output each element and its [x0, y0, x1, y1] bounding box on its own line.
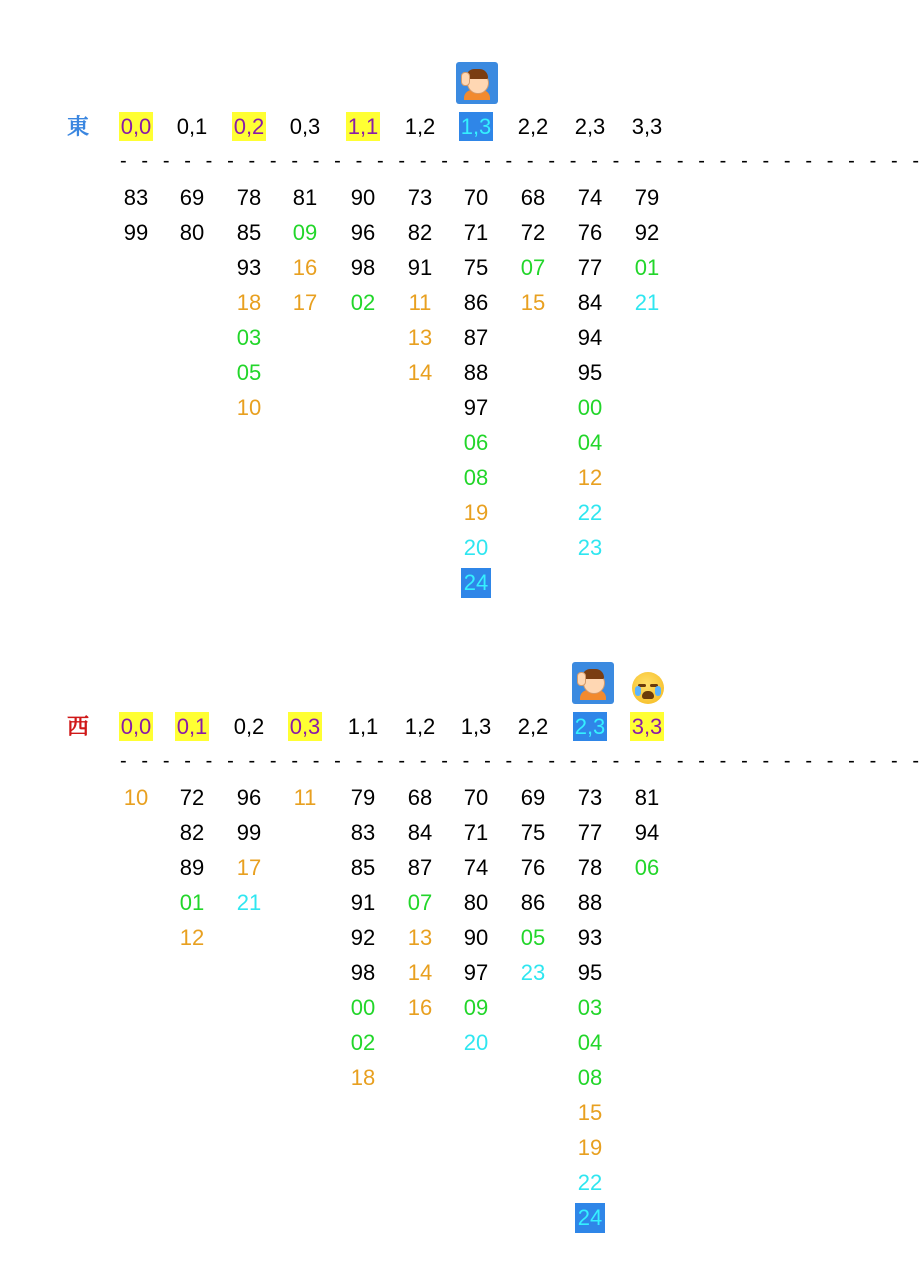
number-cell: 04 — [577, 1030, 603, 1055]
waving-person-icon — [456, 62, 498, 104]
number-cell: 81 — [292, 185, 318, 210]
east-col-1-1: 1,1 — [347, 114, 379, 139]
east-col-0-0: 0,0 — [120, 114, 152, 139]
number-column — [164, 180, 220, 250]
number-column — [562, 780, 618, 1235]
number-cell: 72 — [520, 220, 546, 245]
number-cell: 87 — [463, 325, 489, 350]
east-direction-label: 東 — [66, 114, 89, 139]
number-cell: 16 — [407, 995, 433, 1020]
number-column — [505, 780, 561, 990]
number-cell: 06 — [463, 430, 489, 455]
number-cell: 76 — [520, 855, 546, 880]
number-cell: 68 — [407, 785, 433, 810]
number-cell: 82 — [407, 220, 433, 245]
number-cell: 85 — [350, 855, 376, 880]
number-cell: 77 — [577, 820, 603, 845]
number-cell: 19 — [577, 1135, 603, 1160]
number-column — [277, 780, 333, 815]
number-cell: 74 — [577, 185, 603, 210]
number-cell: 95 — [577, 360, 603, 385]
number-cell: 92 — [634, 220, 660, 245]
number-cell: 18 — [350, 1065, 376, 1090]
west-divider: - - - - - - - - - - - - - - - - - - - - - - - - - - - - - - - - - - - - - - — [120, 750, 924, 772]
number-cell: 99 — [236, 820, 262, 845]
number-cell: 73 — [407, 185, 433, 210]
number-cell: 04 — [577, 430, 603, 455]
number-cell: 24 — [448, 565, 504, 600]
number-column — [335, 780, 391, 1095]
number-column — [392, 180, 448, 390]
east-col-0-2: 0,2 — [233, 114, 265, 139]
number-cell: 03 — [577, 995, 603, 1020]
number-cell: 80 — [179, 220, 205, 245]
number-cell: 86 — [463, 290, 489, 315]
east-col-1-3: 1,3 — [460, 114, 492, 139]
number-cell: 12 — [577, 465, 603, 490]
number-cell: 02 — [350, 1030, 376, 1055]
number-cell: 22 — [577, 500, 603, 525]
number-cell: 00 — [577, 395, 603, 420]
number-cell: 98 — [350, 960, 376, 985]
number-column — [108, 180, 164, 250]
number-cell: 73 — [577, 785, 603, 810]
number-cell: 86 — [520, 890, 546, 915]
number-cell: 80 — [463, 890, 489, 915]
number-cell: 12 — [179, 925, 205, 950]
number-column — [505, 180, 561, 320]
number-column — [619, 180, 675, 320]
number-cell: 78 — [577, 855, 603, 880]
east-col-3-3: 3,3 — [631, 114, 663, 139]
number-cell: 95 — [577, 960, 603, 985]
number-cell: 21 — [634, 290, 660, 315]
number-cell: 00 — [350, 995, 376, 1020]
number-cell: 01 — [179, 890, 205, 915]
number-cell: 01 — [634, 255, 660, 280]
number-cell: 13 — [407, 325, 433, 350]
number-column — [221, 780, 277, 920]
number-cell: 90 — [350, 185, 376, 210]
number-cell: 98 — [350, 255, 376, 280]
number-cell: 94 — [634, 820, 660, 845]
number-column — [448, 780, 504, 1060]
number-cell: 83 — [350, 820, 376, 845]
number-cell: 07 — [520, 255, 546, 280]
east-header-row — [0, 110, 745, 144]
number-cell: 17 — [292, 290, 318, 315]
number-cell: 81 — [634, 785, 660, 810]
number-cell: 09 — [292, 220, 318, 245]
number-cell: 11 — [408, 290, 432, 315]
number-cell: 96 — [350, 220, 376, 245]
number-cell: 72 — [179, 785, 205, 810]
number-cell: 14 — [407, 960, 433, 985]
west-col-1-3: 1,3 — [460, 714, 492, 739]
number-cell: 18 — [236, 290, 262, 315]
number-cell: 93 — [236, 255, 262, 280]
number-cell: 17 — [236, 855, 262, 880]
number-cell: 69 — [179, 185, 205, 210]
number-cell: 70 — [463, 185, 489, 210]
number-cell: 88 — [463, 360, 489, 385]
crying-face-icon — [632, 672, 664, 704]
number-column — [392, 780, 448, 1025]
number-cell: 70 — [463, 785, 489, 810]
number-column — [108, 780, 164, 815]
number-cell: 22 — [577, 1170, 603, 1195]
number-column — [335, 180, 391, 320]
number-cell: 75 — [520, 820, 546, 845]
number-cell: 69 — [520, 785, 546, 810]
west-col-0-2: 0,2 — [233, 714, 265, 739]
west-direction-label: 西 — [66, 714, 89, 739]
west-col-0-3: 0,3 — [289, 714, 321, 739]
number-cell: 20 — [463, 1030, 489, 1055]
waving-person-icon — [572, 662, 614, 704]
number-cell: 16 — [292, 255, 318, 280]
number-cell: 08 — [577, 1065, 603, 1090]
number-column — [221, 180, 277, 425]
number-cell: 74 — [463, 855, 489, 880]
number-cell: 94 — [577, 325, 603, 350]
number-cell: 84 — [577, 290, 603, 315]
west-col-0-1: 0,1 — [176, 714, 208, 739]
number-cell: 13 — [407, 925, 433, 950]
number-cell: 21 — [236, 890, 262, 915]
number-cell: 23 — [520, 960, 546, 985]
west-col-2-2: 2,2 — [517, 714, 549, 739]
east-col-0-3: 0,3 — [289, 114, 321, 139]
number-cell: 97 — [463, 960, 489, 985]
number-cell: 19 — [463, 500, 489, 525]
number-cell: 76 — [577, 220, 603, 245]
number-column — [164, 780, 220, 955]
number-cell: 02 — [350, 290, 376, 315]
number-cell: 03 — [236, 325, 262, 350]
number-cell: 08 — [463, 465, 489, 490]
west-col-2-3: 2,3 — [574, 714, 606, 739]
number-cell: 96 — [236, 785, 262, 810]
number-cell: 84 — [407, 820, 433, 845]
number-cell: 24 — [562, 1200, 618, 1235]
west-col-1-1: 1,1 — [347, 714, 379, 739]
west-header-row — [0, 710, 745, 744]
number-cell: 91 — [350, 890, 376, 915]
number-cell: 05 — [520, 925, 546, 950]
number-cell: 07 — [407, 890, 433, 915]
number-column — [619, 780, 675, 885]
number-cell: 09 — [463, 995, 489, 1020]
number-column — [562, 180, 618, 565]
east-col-0-1: 0,1 — [176, 114, 208, 139]
number-cell: 93 — [577, 925, 603, 950]
number-cell: 90 — [463, 925, 489, 950]
number-cell: 99 — [123, 220, 149, 245]
number-cell: 20 — [463, 535, 489, 560]
number-cell: 14 — [407, 360, 433, 385]
number-cell: 87 — [407, 855, 433, 880]
number-cell: 85 — [236, 220, 262, 245]
number-cell: 11 — [293, 785, 317, 810]
number-cell: 06 — [634, 855, 660, 880]
east-col-2-3: 2,3 — [574, 114, 606, 139]
west-col-3-3: 3,3 — [631, 714, 663, 739]
number-cell: 75 — [463, 255, 489, 280]
number-cell: 82 — [179, 820, 205, 845]
number-cell: 88 — [577, 890, 603, 915]
number-cell: 89 — [179, 855, 205, 880]
number-cell: 10 — [123, 785, 149, 810]
number-cell: 92 — [350, 925, 376, 950]
number-cell: 91 — [407, 255, 433, 280]
west-col-1-2: 1,2 — [404, 714, 436, 739]
number-cell: 83 — [123, 185, 149, 210]
number-cell: 79 — [634, 185, 660, 210]
west-col-0-0: 0,0 — [120, 714, 152, 739]
number-cell: 23 — [577, 535, 603, 560]
number-cell: 10 — [236, 395, 262, 420]
number-column — [277, 180, 333, 320]
number-cell: 68 — [520, 185, 546, 210]
east-col-2-2: 2,2 — [517, 114, 549, 139]
number-cell: 71 — [463, 220, 489, 245]
number-cell: 78 — [236, 185, 262, 210]
number-cell: 15 — [520, 290, 546, 315]
number-cell: 77 — [577, 255, 603, 280]
number-column — [448, 180, 504, 600]
east-divider: - - - - - - - - - - - - - - - - - - - - - - - - - - - - - - - - - - - - - - — [120, 150, 924, 172]
number-cell: 97 — [463, 395, 489, 420]
number-cell: 15 — [577, 1100, 603, 1125]
number-cell: 79 — [350, 785, 376, 810]
number-cell: 05 — [236, 360, 262, 385]
number-cell: 71 — [463, 820, 489, 845]
east-col-1-2: 1,2 — [404, 114, 436, 139]
